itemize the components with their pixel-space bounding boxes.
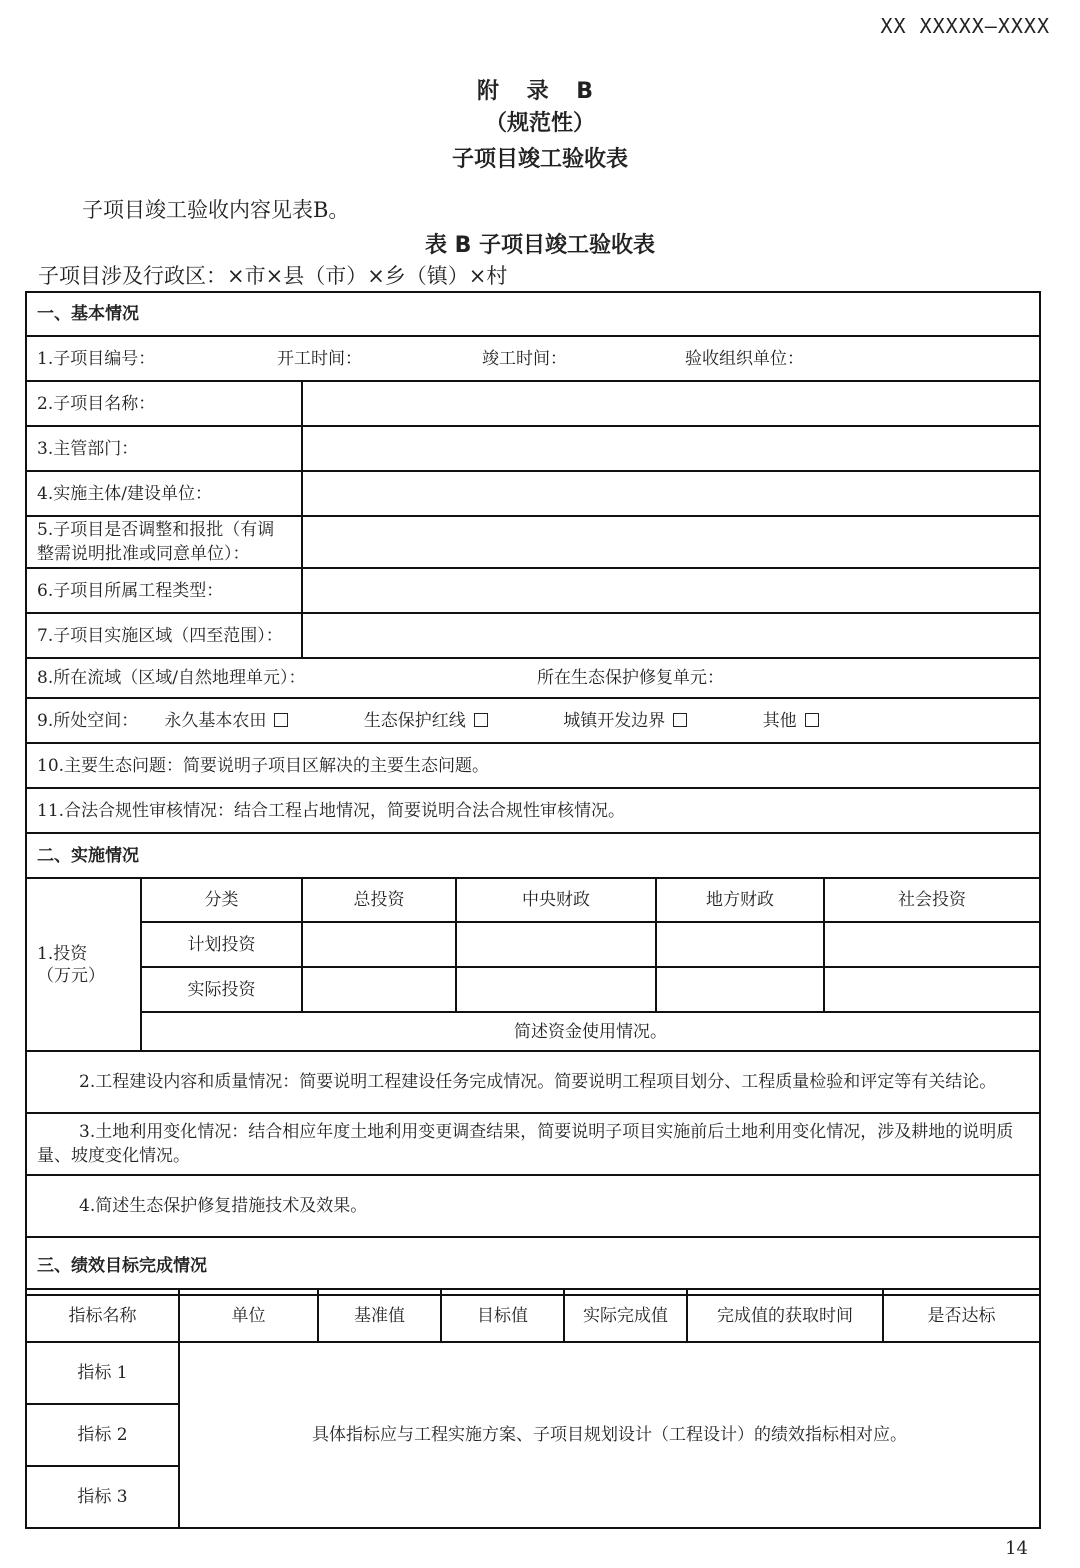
investment-unit: （万元） xyxy=(37,965,105,986)
project-number-label: 1.子项目编号： xyxy=(37,348,156,369)
acceptance-org-label: 验收组织单位： xyxy=(685,348,804,369)
perf-header-baseline: 基准值 xyxy=(318,1289,441,1342)
eco-problem-row: 10.主要生态问题：简要说明子项目区解决的主要生态问题。 xyxy=(26,743,1040,788)
investment-label: 1.投资 xyxy=(37,943,88,964)
restoration-unit-label: 所在生态保护修复单元： xyxy=(537,668,724,688)
planned-investment-label: 计划投资 xyxy=(141,922,302,967)
section1-heading: 一、基本情况 xyxy=(26,292,1040,336)
farmland-checkbox[interactable] xyxy=(274,713,288,727)
option-farmland-text: 永久基本农田 xyxy=(164,710,267,731)
perf-header-target: 目标值 xyxy=(441,1289,564,1342)
adjustment-value xyxy=(302,516,1040,568)
indicator-1: 指标 1 xyxy=(26,1342,179,1404)
planned-central xyxy=(456,922,656,967)
option-farmland xyxy=(164,710,358,732)
row-basin xyxy=(26,658,1040,698)
perf-header-unit: 单位 xyxy=(179,1289,318,1342)
indicator-3: 指标 3 xyxy=(26,1466,179,1528)
invest-header-total: 总投资 xyxy=(302,878,456,922)
perf-header-actual: 实际完成值 xyxy=(564,1289,687,1342)
land-use-row: 3.土地利用变化情况：结合相应年度土地利用变更调查结果，简要说明子项目实施前后土地利用变化情况，涉及耕地的说明质量、坡度变化情况。 xyxy=(26,1113,1040,1175)
document-number: XX XXXXX—XXXX xyxy=(880,14,1050,38)
completion-time-label: 竣工时间： xyxy=(482,348,567,369)
engineering-type-label: 6.子项目所属工程类型： xyxy=(26,568,302,613)
perf-header-met: 是否达标 xyxy=(883,1289,1040,1342)
authority-label: 3.主管部门： xyxy=(26,426,302,471)
form-title: 子项目竣工验收表 xyxy=(451,147,628,172)
redline-checkbox[interactable] xyxy=(474,713,488,727)
actual-total xyxy=(302,967,456,1012)
project-name-value xyxy=(302,381,1040,426)
authority-value xyxy=(302,426,1040,471)
perf-header-name: 指标名称 xyxy=(26,1289,179,1342)
indicator-2: 指标 2 xyxy=(26,1404,179,1466)
normative-label: （规范性） xyxy=(484,111,595,136)
legality-row: 11.合法合规性审核情况：结合工程占地情况，简要说明合法合规性审核情况。 xyxy=(26,788,1040,833)
indicator-note: 具体指标应与工程实施方案、子项目规划设计（工程设计）的绩效指标相对应。 xyxy=(179,1342,1040,1528)
funds-note: 简述资金使用情况。 xyxy=(141,1012,1040,1051)
restoration-measures-row: 4.简述生态保护修复措施技术及效果。 xyxy=(26,1175,1040,1237)
invest-header-local: 地方财政 xyxy=(656,878,824,922)
page-number: 14 xyxy=(1005,1538,1028,1559)
option-urban-boundary-text: 城镇开发边界 xyxy=(563,710,666,731)
actual-central xyxy=(456,967,656,1012)
actual-investment-label: 实际投资 xyxy=(141,967,302,1012)
adjustment-label: 5.子项目是否调整和报批（有调整需说明批准或同意单位）： xyxy=(26,516,302,568)
start-time-label: 开工时间： xyxy=(277,348,362,369)
section3-heading: 三、绩效目标完成情况 xyxy=(26,1237,1040,1295)
implementer-value xyxy=(302,471,1040,516)
acceptance-table xyxy=(25,291,1041,1296)
option-other xyxy=(763,710,819,732)
planned-local xyxy=(656,922,824,967)
invest-header-social: 社会投资 xyxy=(824,878,1040,922)
invest-header-central: 中央财政 xyxy=(456,878,656,922)
planned-social xyxy=(824,922,1040,967)
option-urban-boundary xyxy=(563,710,757,732)
row-basic-info-1 xyxy=(26,336,1040,381)
row-space xyxy=(26,698,1040,743)
implementer-label: 4.实施主体/建设单位： xyxy=(26,471,302,516)
other-checkbox[interactable] xyxy=(805,713,819,727)
investment-label-cell xyxy=(26,878,141,1051)
appendix-title: 附 录 B xyxy=(476,79,604,104)
intro-text: 子项目竣工验收内容见表B。 xyxy=(82,198,350,222)
option-other-text: 其他 xyxy=(762,710,797,731)
performance-table xyxy=(25,1288,1041,1529)
option-redline-text: 生态保护红线 xyxy=(363,710,466,731)
region-line: 子项目涉及行政区：×市×县（市）×乡（镇）×村 xyxy=(38,264,508,288)
table-caption: 表 B 子项目竣工验收表 xyxy=(424,233,656,258)
construction-quality-row: 2.工程建设内容和质量情况：简要说明工程建设任务完成情况。简要说明工程项目划分、工程质量检验和评定等有关结论。 xyxy=(26,1051,1040,1113)
project-name-label: 2.子项目名称： xyxy=(26,381,302,426)
urban-boundary-checkbox[interactable] xyxy=(673,713,687,727)
space-label: 9.所处空间： xyxy=(37,710,139,731)
engineering-type-value xyxy=(302,568,1040,613)
section2-heading: 二、实施情况 xyxy=(26,833,1040,878)
perf-header-time: 完成值的获取时间 xyxy=(687,1289,883,1342)
option-redline xyxy=(364,710,558,732)
implementation-area-label: 7.子项目实施区域（四至范围）： xyxy=(26,613,302,658)
actual-social xyxy=(824,967,1040,1012)
actual-local xyxy=(656,967,824,1012)
implementation-area-value xyxy=(302,613,1040,658)
invest-header-category: 分类 xyxy=(141,878,302,922)
basin-label: 8.所在流域（区域/自然地理单元）： xyxy=(37,668,306,688)
planned-total xyxy=(302,922,456,967)
